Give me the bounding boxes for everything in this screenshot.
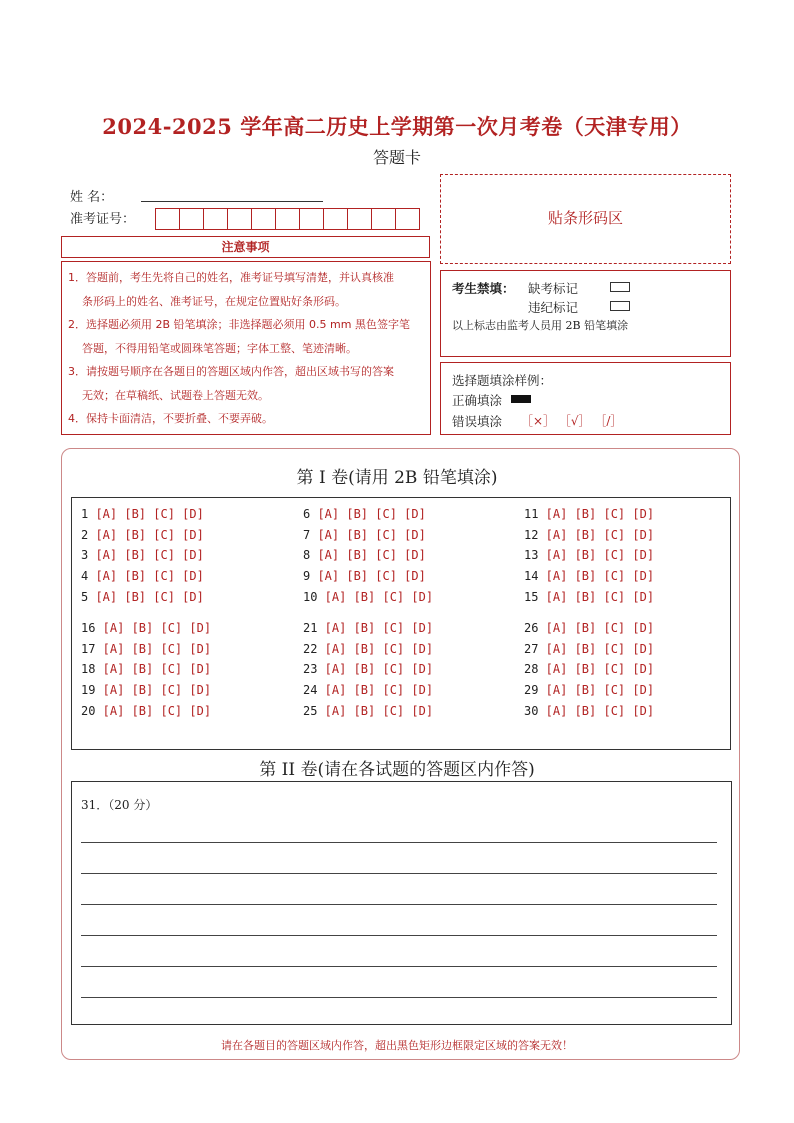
mcq-options[interactable]: [A] [B] [C] [D]: [538, 507, 655, 521]
mcq-options[interactable]: [A] [B] [C] [D]: [88, 507, 204, 521]
fill-sample-label: 选择题填涂样例：: [452, 373, 553, 388]
writing-line[interactable]: [81, 997, 717, 998]
mcq-question: [303, 528, 426, 542]
proctor-note: 以上标志由监考人员用 2B 铅笔填涂: [452, 319, 629, 332]
exam-id-cell[interactable]: [203, 208, 228, 230]
wrong-fill-label: 错误填涂: [452, 414, 503, 429]
mcq-options[interactable]: [A] [B] [C] [D]: [310, 569, 426, 584]
mcq-question-number: 14: [524, 569, 539, 584]
mcq-options[interactable]: [A] [B] [C] [D]: [310, 507, 426, 521]
exam-id-cell[interactable]: [299, 208, 324, 230]
section1-title: 第 I 卷(请用 2B 铅笔填涂): [296, 468, 498, 488]
mcq-question-number: 3: [81, 548, 89, 563]
mcq-question-number: 10: [303, 589, 318, 604]
mcq-question-number: 27: [524, 641, 539, 656]
mcq-question: [524, 683, 654, 697]
mcq-question-number: 1: [81, 507, 89, 521]
mcq-question-number: 25: [303, 703, 318, 718]
mcq-question: [303, 704, 433, 718]
mcq-options[interactable]: [A] [B] [C] [D]: [88, 527, 204, 542]
mcq-question-number: 5: [81, 589, 89, 604]
mcq-options[interactable]: [A] [B] [C] [D]: [95, 621, 212, 635]
mcq-question-number: 8: [303, 548, 311, 563]
mcq-question: [524, 704, 654, 718]
exam-id-cell[interactable]: [275, 208, 300, 230]
mcq-question-number: 24: [303, 683, 318, 698]
mcq-question-number: 19: [81, 683, 96, 698]
mcq-options[interactable]: [A] [B] [C] [D]: [538, 621, 655, 635]
exam-id-cell[interactable]: [371, 208, 396, 230]
notice-item: 无效；在草稿纸、试题卷上答题无效。: [82, 388, 269, 402]
mcq-question: [524, 590, 654, 604]
wrong-fill-marks: ［×］ ［√］ ［/］: [521, 414, 623, 428]
barcode-area: 贴条形码区: [440, 174, 731, 264]
proctor-marks-box: [440, 270, 731, 357]
mcq-question: [524, 569, 654, 583]
correct-fill-label: 正确填涂: [452, 393, 503, 408]
mcq-options[interactable]: [A] [B] [C] [D]: [317, 703, 434, 718]
mcq-question-number: 7: [303, 527, 311, 542]
mcq-question-number: 9: [303, 569, 311, 584]
mcq-question-number: 6: [303, 507, 311, 521]
mcq-options[interactable]: [A] [B] [C] [D]: [538, 527, 655, 542]
fill-sample-box: [440, 362, 731, 435]
mcq-options[interactable]: [A] [B] [C] [D]: [95, 662, 212, 677]
mcq-options[interactable]: [A] [B] [C] [D]: [88, 589, 204, 604]
mcq-question: [303, 642, 433, 656]
mcq-options[interactable]: [A] [B] [C] [D]: [538, 683, 655, 698]
writing-line[interactable]: [81, 842, 717, 843]
mcq-question-number: 20: [81, 703, 96, 718]
forbid-label: 考生禁填：: [452, 281, 515, 296]
writing-line[interactable]: [81, 935, 717, 936]
mcq-options[interactable]: [A] [B] [C] [D]: [317, 683, 434, 698]
footer-warning: 请在各题目的答题区域内作答，超出黑色矩形边框限定区域的答案无效！: [221, 1039, 573, 1052]
mcq-options[interactable]: [A] [B] [C] [D]: [310, 527, 426, 542]
mcq-options[interactable]: [A] [B] [C] [D]: [95, 641, 212, 656]
mcq-question-number: 30: [524, 703, 539, 718]
mcq-question-number: 13: [524, 548, 539, 563]
writing-line[interactable]: [81, 873, 717, 874]
violation-mark-box[interactable]: [610, 301, 630, 311]
absent-label: 缺考标记: [528, 281, 579, 296]
mcq-question-number: 16: [81, 621, 96, 635]
exam-id-boxes[interactable]: [155, 208, 419, 230]
violation-label: 违纪标记: [528, 300, 579, 315]
mcq-question: [524, 548, 654, 562]
mcq-question-number: 28: [524, 662, 539, 677]
exam-id-cell[interactable]: [251, 208, 276, 230]
exam-id-cell[interactable]: [347, 208, 372, 230]
mcq-options[interactable]: [A] [B] [C] [D]: [88, 548, 204, 563]
mcq-options[interactable]: [A] [B] [C] [D]: [538, 703, 655, 718]
mcq-question-number: 2: [81, 527, 89, 542]
mcq-options[interactable]: [A] [B] [C] [D]: [538, 589, 655, 604]
exam-id-label: 准考证号：: [70, 212, 136, 227]
mcq-question: [81, 683, 211, 697]
mcq-options[interactable]: [A] [B] [C] [D]: [317, 589, 434, 604]
mcq-options[interactable]: [A] [B] [C] [D]: [95, 703, 212, 718]
essay-answer-box: [71, 781, 732, 1025]
mcq-question: [524, 507, 654, 521]
mcq-question-number: 11: [524, 507, 539, 521]
mcq-question: [81, 507, 204, 521]
mcq-question: [303, 548, 426, 562]
mcq-question-number: 4: [81, 569, 89, 584]
mcq-question: [524, 528, 654, 542]
mcq-question-number: 29: [524, 683, 539, 698]
correct-fill-sample: [511, 395, 531, 403]
absent-mark-box[interactable]: [610, 282, 630, 292]
notice-item: 2．选择题必须用 2B 铅笔填涂；非选择题必须用 0.5 mm 黑色签字笔: [68, 318, 410, 331]
mcq-question: [81, 621, 211, 635]
mcq-options[interactable]: [A] [B] [C] [D]: [317, 641, 434, 656]
notice-item: 4．保持卡面清洁，不要折叠、不要弄破。: [68, 412, 273, 425]
mcq-options[interactable]: [A] [B] [C] [D]: [310, 548, 426, 563]
page-title: 2024-2025 学年高二历史上学期第一次月考卷（天津专用）: [102, 114, 692, 139]
mcq-question: [303, 662, 433, 676]
exam-id-cell[interactable]: [155, 208, 180, 230]
mcq-question: [81, 528, 204, 542]
mcq-question-number: 23: [303, 662, 318, 677]
mcq-options[interactable]: [A] [B] [C] [D]: [88, 569, 204, 584]
exam-id-cell[interactable]: [395, 208, 420, 230]
mcq-options[interactable]: [A] [B] [C] [D]: [317, 621, 434, 635]
mcq-question: [524, 662, 654, 676]
name-field[interactable]: [141, 201, 323, 202]
notice-item: 条形码上的姓名、准考证号，在规定位置贴好条形码。: [82, 294, 346, 308]
mcq-options[interactable]: [A] [B] [C] [D]: [95, 683, 212, 698]
mcq-question: [303, 569, 426, 583]
mcq-question-number: 21: [303, 621, 318, 635]
exam-id-cell[interactable]: [179, 208, 204, 230]
notice-heading: 注意事项: [61, 236, 430, 258]
mcq-question-number: 17: [81, 641, 96, 656]
writing-line[interactable]: [81, 966, 717, 967]
mcq-question: [81, 704, 211, 718]
page-subtitle: 答题卡: [372, 148, 421, 167]
mcq-options[interactable]: [A] [B] [C] [D]: [538, 569, 655, 584]
mcq-question: [81, 590, 204, 604]
section2-title: 第 II 卷(请在各试题的答题区内作答): [259, 760, 535, 780]
mcq-options[interactable]: [A] [B] [C] [D]: [317, 662, 434, 677]
notice-item: 答题，不得用铅笔或圆珠笔答题；字体工整、笔迹清晰。: [82, 341, 357, 355]
mcq-question: [81, 548, 204, 562]
mcq-question-number: 18: [81, 662, 96, 677]
mcq-question: [303, 507, 426, 521]
notice-list: [61, 261, 431, 435]
writing-line[interactable]: [81, 904, 717, 905]
mcq-question: [303, 621, 433, 635]
mcq-question: [81, 569, 204, 583]
exam-id-cell[interactable]: [227, 208, 252, 230]
mcq-question: [303, 590, 433, 604]
mcq-question: [524, 642, 654, 656]
name-label: 姓 名：: [70, 190, 114, 205]
essay-question-number: 31．（20 分）: [81, 798, 158, 812]
mcq-question-number: 12: [524, 527, 539, 542]
exam-id-cell[interactable]: [323, 208, 348, 230]
mcq-options[interactable]: [A] [B] [C] [D]: [538, 641, 655, 656]
mcq-question-number: 26: [524, 621, 539, 635]
notice-item: 1．答题前，考生先将自己的姓名，准考证号填写清楚，并认真核准: [68, 271, 394, 284]
mcq-options[interactable]: [A] [B] [C] [D]: [538, 662, 655, 677]
mcq-question-number: 22: [303, 641, 318, 656]
mcq-question: [81, 662, 211, 676]
mcq-question: [81, 642, 211, 656]
mcq-question: [303, 683, 433, 697]
notice-item: 3．请按题号顺序在各题目的答题区域内作答，超出区域书写的答案: [68, 365, 394, 378]
mcq-options[interactable]: [A] [B] [C] [D]: [538, 548, 655, 563]
mcq-question: [524, 621, 654, 635]
mcq-question-number: 15: [524, 589, 539, 604]
